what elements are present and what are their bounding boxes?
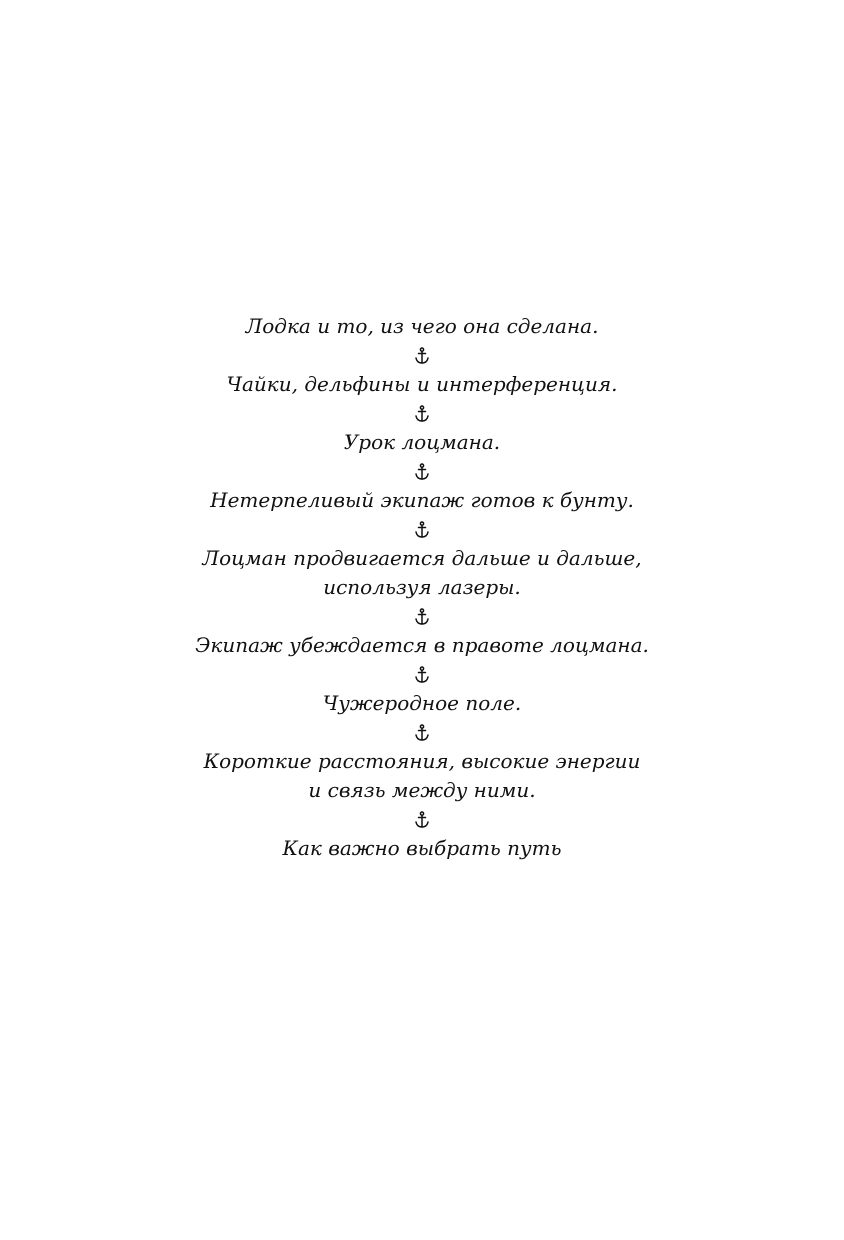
entry-5-line-2: используя лазеры.: [323, 575, 521, 599]
anchor-icon: [0, 457, 844, 486]
anchor-icon: [0, 660, 844, 689]
entry-8-line-2: и связь между ними.: [308, 778, 536, 802]
anchor-icon: [0, 805, 844, 834]
anchor-icon: [0, 718, 844, 747]
entry-2-line-1: Чайки, дельфины и интерференция.: [226, 372, 618, 396]
contents-list: [0, 312, 844, 863]
entry-6-line-1: Экипаж убеждается в правоте лоцмана.: [195, 633, 649, 657]
entry-7-line-1: Чужеродное поле.: [322, 691, 522, 715]
entry-4-line-1: Нетерпеливый экипаж готов к бунту.: [210, 488, 634, 512]
entry-8-line-1: Короткие расстояния, высокие энергии: [203, 749, 641, 773]
anchor-icon: [0, 515, 844, 544]
anchor-icon: [0, 602, 844, 631]
anchor-icon: [0, 399, 844, 428]
entry-9-line-1: Как важно выбрать путь: [282, 836, 562, 860]
entry-3-line-1: Урок лоцмана.: [343, 430, 501, 454]
entry-1-line-1: Лодка и то, из чего она сделана.: [245, 314, 599, 338]
anchor-icon: [0, 341, 844, 370]
entry-5-line-1: Лоцман продвигается дальше и дальше,: [202, 546, 642, 570]
